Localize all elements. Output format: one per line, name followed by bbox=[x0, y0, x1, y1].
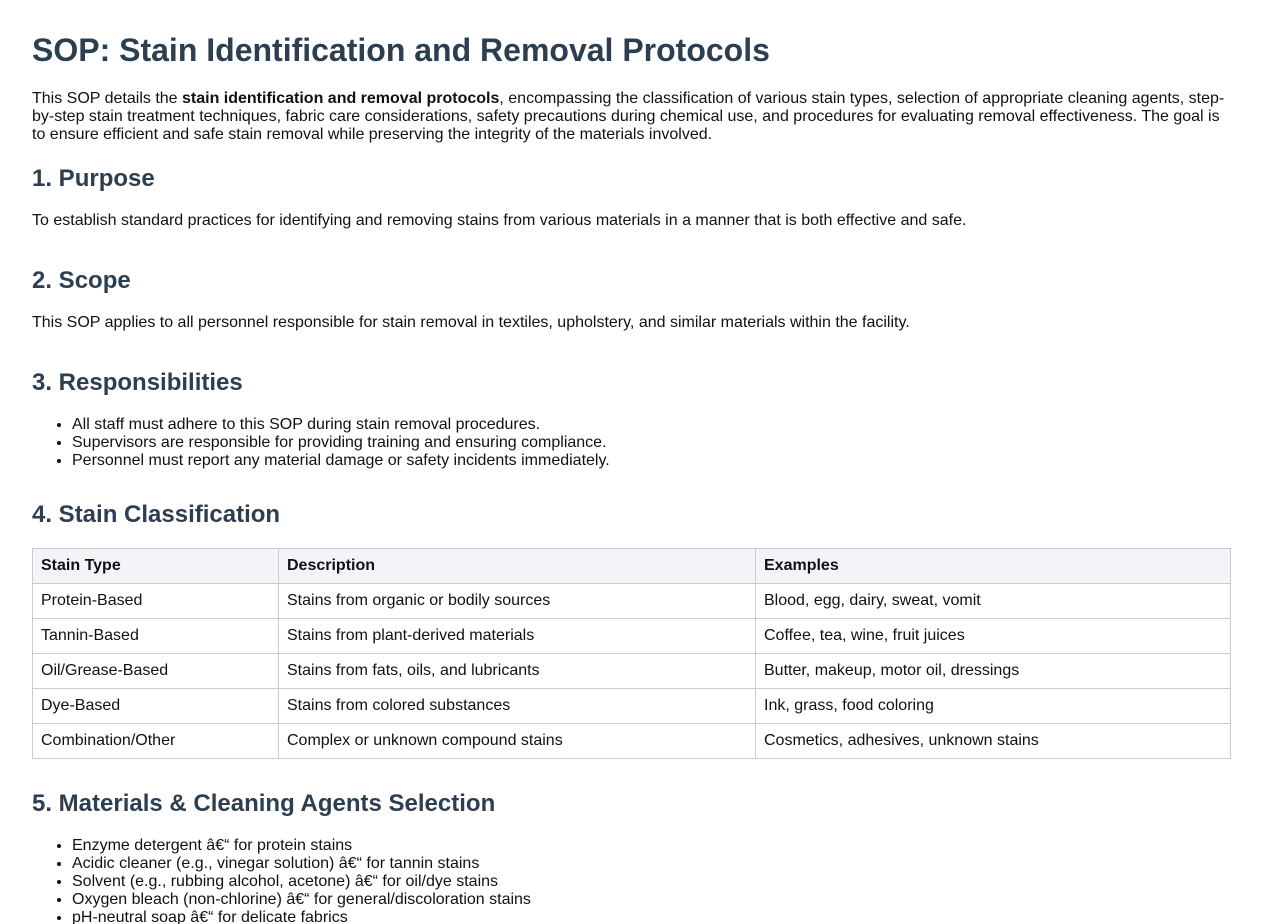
column-header-stain-type: Stain Type bbox=[33, 549, 279, 584]
scope-heading: 2. Scope bbox=[32, 267, 131, 294]
table-cell: Stains from fats, oils, and lubricants bbox=[279, 654, 756, 689]
table-cell: Butter, makeup, motor oil, dressings bbox=[756, 654, 1231, 689]
intro-text-after: , encompassing the classification of various stain types, selection of appropriate cleaning agents, step-by-step stain treatment techniques, fabric care considerations, safety precautions during chemical use, and procedures for evaluating removal effectiveness. The goal is to ensure efficient and safe stain removal while preserving the integrity of the materials involved. bbox=[32, 90, 1225, 143]
table-row bbox=[33, 619, 1231, 654]
table-row bbox=[33, 724, 1231, 759]
responsibilities-heading: 3. Responsibilities bbox=[32, 369, 243, 396]
intro-paragraph bbox=[32, 90, 1231, 144]
table-cell: Combination/Other bbox=[33, 724, 279, 759]
column-header-examples: Examples bbox=[756, 549, 1231, 584]
materials-heading: 5. Materials & Cleaning Agents Selection bbox=[32, 790, 496, 817]
table-cell: Stains from colored substances bbox=[279, 689, 756, 724]
purpose-text: To establish standard practices for identifying and removing stains from various materials in a manner that is both effective and safe. bbox=[32, 212, 967, 229]
scope-text: This SOP applies to all personnel responsible for stain removal in textiles, upholstery, and similar materials within the facility. bbox=[32, 314, 910, 331]
stain-classification-table bbox=[32, 548, 1231, 759]
table-cell: Cosmetics, adhesives, unknown stains bbox=[756, 724, 1231, 759]
table-cell: Oil/Grease-Based bbox=[33, 654, 279, 689]
materials-list bbox=[32, 837, 1231, 924]
responsibilities-list bbox=[32, 416, 1231, 470]
table-cell: Complex or unknown compound stains bbox=[279, 724, 756, 759]
table-cell: Ink, grass, food coloring bbox=[756, 689, 1231, 724]
classification-heading: 4. Stain Classification bbox=[32, 501, 281, 528]
intro-text-before: This SOP details the bbox=[32, 90, 182, 107]
page-title: SOP: Stain Identification and Removal Protocols bbox=[32, 32, 770, 68]
table-cell: Blood, egg, dairy, sweat, vomit bbox=[756, 584, 1231, 619]
table-row bbox=[33, 689, 1231, 724]
list-item: • Solvent (e.g., rubbing alcohol, acetone) â€“ for oil/dye stains bbox=[72, 873, 1231, 891]
intro-text-bold: stain identification and removal protocols bbox=[182, 90, 500, 107]
table-header-row bbox=[33, 549, 1231, 584]
table-cell: Dye-Based bbox=[33, 689, 279, 724]
table-row bbox=[33, 654, 1231, 689]
table-cell: Stains from plant-derived materials bbox=[279, 619, 756, 654]
list-item: • pH-neutral soap â€“ for delicate fabrics bbox=[72, 909, 1231, 924]
column-header-description: Description bbox=[279, 549, 756, 584]
list-item: • All staff must adhere to this SOP during stain removal procedures. bbox=[72, 416, 1231, 434]
table-cell: Tannin-Based bbox=[33, 619, 279, 654]
table-row bbox=[33, 584, 1231, 619]
list-item: • Oxygen bleach (non-chlorine) â€“ for general/discoloration stains bbox=[72, 891, 1231, 909]
purpose-heading: 1. Purpose bbox=[32, 165, 155, 192]
table-cell: Stains from organic or bodily sources bbox=[279, 584, 756, 619]
table-cell: Coffee, tea, wine, fruit juices bbox=[756, 619, 1231, 654]
table-cell: Protein-Based bbox=[33, 584, 279, 619]
list-item: • Acidic cleaner (e.g., vinegar solution) â€“ for tannin stains bbox=[72, 855, 1231, 873]
list-item: • Enzyme detergent â€“ for protein stains bbox=[72, 837, 1231, 855]
list-item: • Personnel must report any material damage or safety incidents immediately. bbox=[72, 452, 1231, 470]
list-item: • Supervisors are responsible for providing training and ensuring compliance. bbox=[72, 434, 1231, 452]
